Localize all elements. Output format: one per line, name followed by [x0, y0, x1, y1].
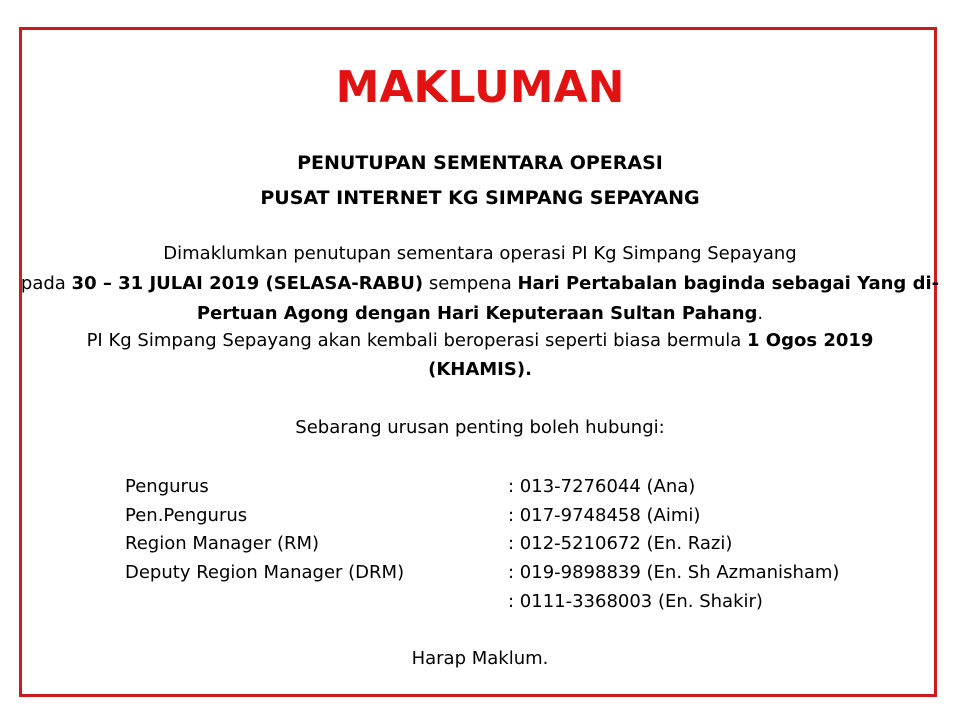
contact-row: [0, 473, 960, 501]
reopen-date: 1 Ogos 2019: [747, 330, 874, 351]
contact-number: : 013-7276044 (Ana): [508, 476, 696, 497]
contact-row: [0, 588, 960, 616]
notice-subtitle-line1: PENUTUPAN SEMENTARA OPERASI: [297, 152, 663, 174]
announcement-line-4: [0, 327, 960, 355]
contact-role: Pen.Pengurus: [125, 505, 248, 526]
occasion-text: Hari Pertabalan baginda sebagai Yang di-: [517, 273, 940, 294]
contact-number: : 017-9748458 (Aimi): [508, 505, 701, 526]
contact-row: [0, 559, 960, 587]
contact-number: : 0111-3368003 (En. Shakir): [508, 591, 763, 612]
text-segment: sempena: [423, 273, 518, 294]
closure-dates: 30 – 31 JULAI 2019 (SELASA-RABU): [71, 273, 424, 294]
contact-row: [0, 530, 960, 558]
notice-title: MAKLUMAN: [335, 62, 625, 113]
closing-text: Harap Maklum.: [411, 648, 549, 669]
contact-number: : 012-5210672 (En. Razi): [508, 533, 733, 554]
text-segment: pada: [20, 273, 72, 294]
text-segment: .: [757, 303, 764, 324]
contact-role: Pengurus: [125, 476, 209, 497]
announcement-line-1: Dimaklumkan penutupan sementara operasi PI Kg Simpang Sepayang: [163, 243, 797, 264]
contact-row: [0, 502, 960, 530]
contact-role: Deputy Region Manager (DRM): [125, 562, 405, 583]
contact-number: : 019-9898839 (En. Sh Azmanisham): [508, 562, 840, 583]
announcement-line-3: [0, 300, 960, 328]
contact-role: Region Manager (RM): [125, 533, 320, 554]
reopen-day: (KHAMIS).: [428, 359, 532, 380]
occasion-text-cont: Pertuan Agong dengan Hari Keputeraan Sultan Pahang: [196, 303, 758, 324]
contact-intro: Sebarang urusan penting boleh hubungi:: [295, 417, 665, 438]
notice-subtitle-line2: PUSAT INTERNET KG SIMPANG SEPAYANG: [260, 187, 700, 209]
text-segment: PI Kg Simpang Sepayang akan kembali beroperasi seperti biasa bermula: [86, 330, 747, 351]
announcement-line-2: [0, 270, 960, 298]
